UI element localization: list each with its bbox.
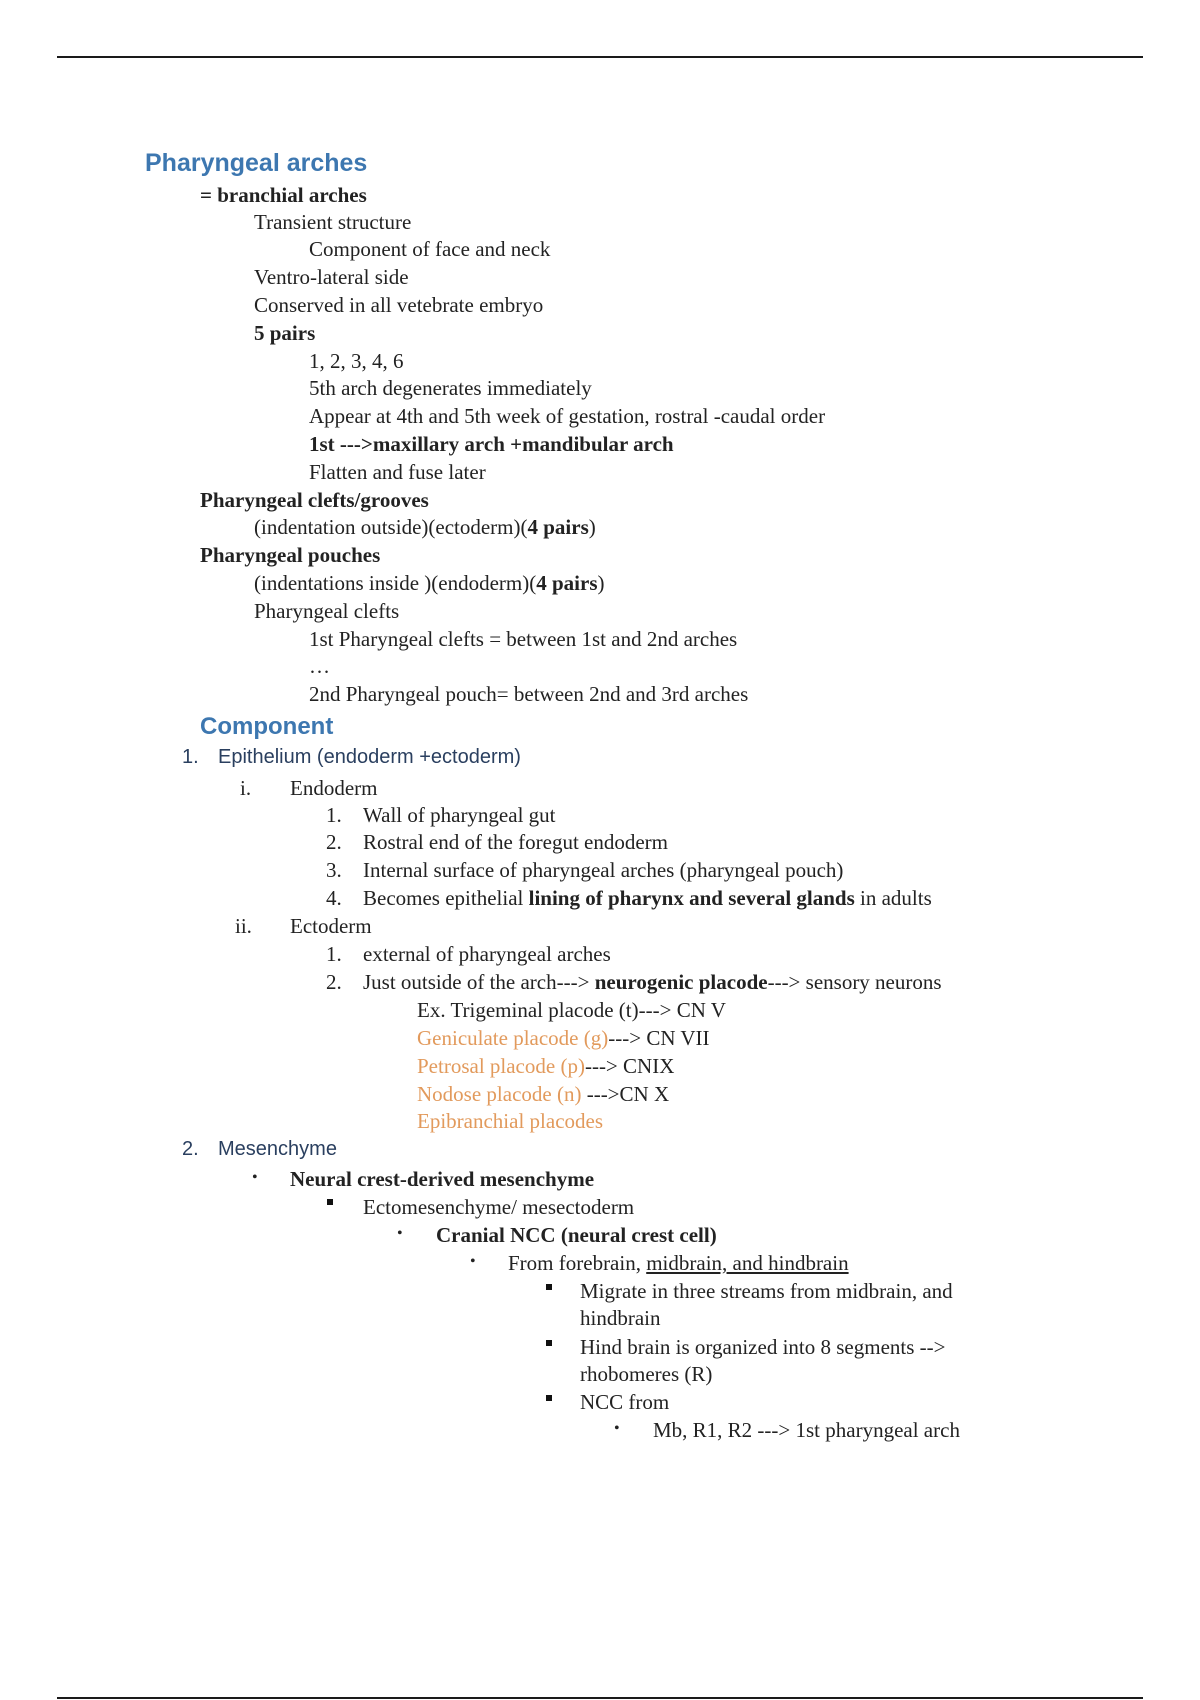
bullet-icon: •: [397, 1225, 403, 1242]
ncc-from-line: NCC from: [580, 1390, 670, 1414]
component-face-line: Component of face and neck: [309, 237, 551, 261]
square-bullet-icon: [546, 1395, 552, 1401]
endoderm-item: Rostral end of the foregut endoderm: [363, 830, 668, 854]
header-rule: [57, 56, 1143, 58]
roman-numeral: ii.: [235, 914, 252, 938]
list-number: 2.: [326, 970, 342, 994]
list-number: 2.: [326, 830, 342, 854]
bullet-icon: •: [470, 1253, 476, 1270]
ectoderm-item: external of pharyngeal arches: [363, 942, 611, 966]
page-title: Pharyngeal arches: [145, 149, 368, 177]
pharyngeal-clefts-line: Pharyngeal clefts: [254, 599, 400, 623]
pouches-heading: Pharyngeal pouches: [200, 543, 381, 567]
clefts-desc: (indentation outside)(ectoderm)(4 pairs): [254, 515, 596, 539]
fifth-arch-line: 5th arch degenerates immediately: [309, 376, 592, 400]
square-bullet-icon: [546, 1284, 552, 1290]
pair-numbers-line: 1, 2, 3, 4, 6: [309, 349, 404, 373]
second-pouch-line: 2nd Pharyngeal pouch= between 2nd and 3rd arches: [309, 682, 749, 706]
hindbrain-line-cont: rhobomeres (R): [580, 1362, 713, 1386]
list-number: 1.: [326, 803, 342, 827]
list-number: 3.: [326, 858, 342, 882]
mb-line: Mb, R1, R2 ---> 1st pharyngeal arch: [653, 1418, 960, 1442]
hindbrain-line: Hind brain is organized into 8 segments -->: [580, 1335, 946, 1359]
five-pairs-line: 5 pairs: [254, 321, 316, 345]
branchial-arches-line: = branchial arches: [200, 183, 367, 207]
first-cleft-line: 1st Pharyngeal clefts = between 1st and 2nd arches: [309, 627, 738, 651]
flatten-line: Flatten and fuse later: [309, 460, 486, 484]
endoderm-item: Wall of pharyngeal gut: [363, 803, 556, 827]
list-number: 2.: [182, 1138, 199, 1160]
conserved-line: Conserved in all vetebrate embryo: [254, 293, 544, 317]
first-arch-line: 1st --->maxillary arch +mandibular arch: [309, 432, 674, 456]
bullet-icon: •: [252, 1169, 258, 1186]
square-bullet-icon: [327, 1199, 333, 1205]
endoderm-item: Becomes epithelial lining of pharynx and several glands in adults: [363, 886, 932, 910]
list-number: 1.: [182, 746, 199, 768]
ellipsis-line: …: [309, 654, 330, 678]
ectomesenchyme-line: Ectomesenchyme/ mesectoderm: [363, 1195, 635, 1219]
endoderm-heading: Endoderm: [290, 776, 378, 800]
component-heading: Component: [200, 713, 334, 740]
migrate-line-cont: hindbrain: [580, 1306, 661, 1330]
appear-line: Appear at 4th and 5th week of gestation, rostral -caudal order: [309, 404, 826, 428]
transient-line: Transient structure: [254, 210, 412, 234]
nodose-line: Nodose placode (n) --->CN X: [417, 1082, 670, 1106]
neural-crest-line: Neural crest-derived mesenchyme: [290, 1167, 595, 1191]
list-number: 1.: [326, 942, 342, 966]
epibranchial-line: Epibranchial placodes: [417, 1109, 604, 1133]
roman-numeral: i.: [240, 776, 252, 800]
list-number: 4.: [326, 886, 342, 910]
ectoderm-item: Just outside of the arch---> neurogenic placode---> sensory neurons: [363, 970, 942, 994]
endoderm-item: Internal surface of pharyngeal arches (pharyngeal pouch): [363, 858, 844, 882]
bullet-icon: •: [614, 1420, 620, 1437]
epithelium-heading: Epithelium (endoderm +ectoderm): [218, 746, 521, 768]
petrosal-line: Petrosal placode (p)---> CNIX: [417, 1054, 675, 1078]
square-bullet-icon: [546, 1340, 552, 1346]
clefts-heading: Pharyngeal clefts/grooves: [200, 488, 429, 512]
cranial-ncc-line: Cranial NCC (neural crest cell): [436, 1223, 717, 1247]
ectoderm-heading: Ectoderm: [290, 914, 372, 938]
ventro-lateral-line: Ventro-lateral side: [254, 265, 409, 289]
from-brain-line: From forebrain, midbrain, and hindbrain: [508, 1251, 849, 1275]
pouches-desc: (indentations inside )(endoderm)(4 pairs): [254, 571, 605, 595]
migrate-line: Migrate in three streams from midbrain, and: [580, 1279, 953, 1303]
footer-rule: [57, 1697, 1143, 1699]
trigeminal-line: Ex. Trigeminal placode (t)---> CN V: [417, 998, 726, 1022]
mesenchyme-heading: Mesenchyme: [218, 1138, 337, 1160]
geniculate-line: Geniculate placode (g)---> CN VII: [417, 1026, 710, 1050]
